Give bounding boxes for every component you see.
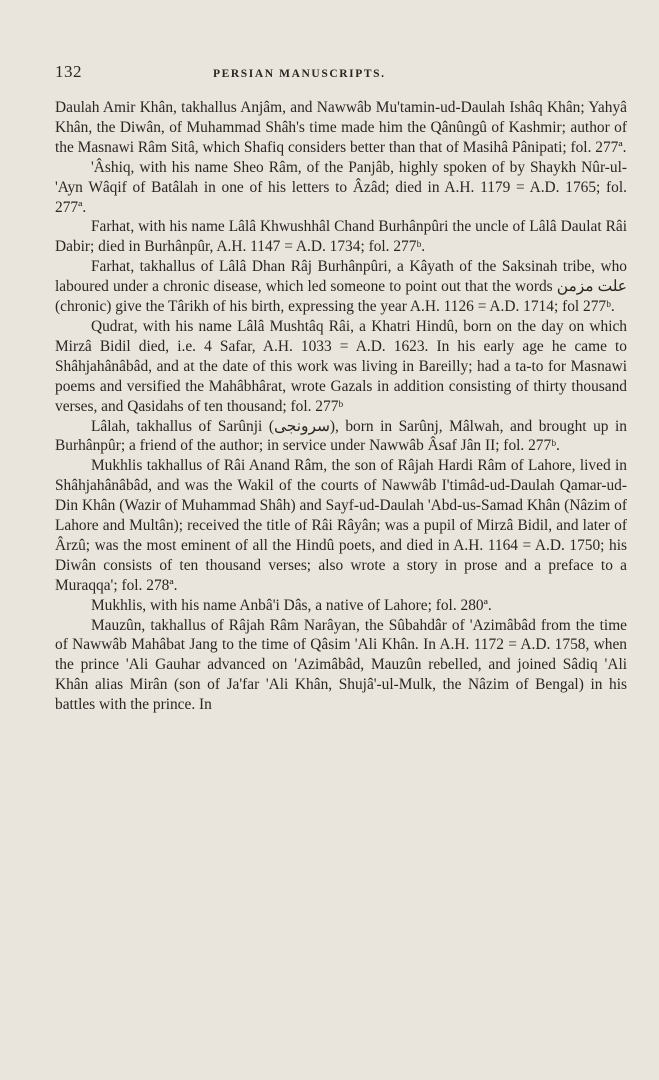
paragraph: 'Âshiq, with his name Sheo Râm, of the Panjâb, highly spoken of by Shaykh Nûr-ul-'Ayn Wâqif of Batâlah in one of his letters to Âzâd; died in A.H. 1179 = A.D. 1765; fol. 277ª.	[55, 158, 627, 216]
page-header	[55, 62, 627, 84]
paragraph: Farhat, takhallus of Lâlâ Dhan Râj Burhânpûri, a Kâyath of the Saksinah tribe, who laboured under a chronic disease, which led someone to point out that the words علت مزمن (chronic) give the Târikh of his birth, expressing the year A.H. 1126 = A.D. 1714; fol 277ᵇ.	[55, 258, 627, 316]
paragraph: Mauzûn, takhallus of Râjah Râm Narâyan, the Sûbahdâr of 'Azimâbâd from the time of Nawwâb Mahâbat Jang to the time of Qâsim 'Ali Khân. In A.H. 1172 = A.D. 1758, when the prince 'Ali Gauhar advanced on 'Azimâbâd, Mauzûn rebelled, and joined Sâdiq 'Ali Khân alias Mirân (son of Ja'far 'Ali Khân, Shujâ'-ul-Mulk, the Nâzim of Bengal) in his battles with the prince. In	[55, 616, 627, 714]
running-head: PERSIAN MANUSCRIPTS.	[213, 68, 386, 80]
paragraph: Daulah Amir Khân, takhallus Anjâm, and Nawwâb Mu'tamin-ud-Daulah Ishâq Khân; Yahyâ Khân, the Diwân, of Muhammad Shâh's time made him the Qânûngû of Kashmir; author of the Masnawi Râm Sitâ, which Shafiq considers better than that of Masihâ Pânipati; fol. 277ª.	[55, 99, 627, 156]
paragraph: Lâlah, takhallus of Sarûnji (سرونجی), born in Sarûnj, Mâlwah, and brought up in Burhânpûr; a friend of the author; in service under Nawwâb Âsaf Jân II; fol. 277ᵇ.	[55, 417, 627, 455]
paragraph: Farhat, with his name Lâlâ Khwushhâl Chand Burhânpûri the uncle of Lâlâ Daulat Râi Dabir; died in Burhânpûr, A.H. 1147 = A.D. 1734; fol. 277ᵇ.	[55, 218, 627, 256]
paragraph: Mukhlis, with his name Anbâ'i Dâs, a native of Lahore; fol. 280ª.	[91, 596, 492, 614]
paragraph: Mukhlis takhallus of Râi Anand Râm, the son of Râjah Hardi Râm of Lahore, lived in Shâhjahânâbâd, and was the Wakil of the courts of Nawwâb I'timâd-ud-Daulah Qamar-ud-Din Khân (Wazir of Muhammad Shâh) and Sayf-ud-Daulah 'Abd-us-Samad Khân (Nâzim of Lahore and Multân); received the title of Râi Râyân; was a pupil of Mirzâ Bidil, and later of Ârzû; was the most eminent of all the Hindû poets, and died in A.H. 1164 = A.D. 1750; his Diwân consists of ten thousand verses; also wrote a story in prose and a preface to a Muraqqa'; fol. 278ª.	[55, 457, 627, 594]
page-number: 132	[55, 62, 82, 81]
body-text	[55, 98, 627, 715]
paragraph: Qudrat, with his name Lâlâ Mushtâq Râi, a Khatri Hindû, born on the day on which Mirzâ Bidil died, i.e. 4 Safar, A.H. 1033 = A.D. 1623. In his early age he came to Shâhjahânâbâd, and at the date of this work was living in Bareilly; had a ta-to for Masnawi poems and versified the Mahâbhârat, wrote Gazals in addition consisting of thirty thousand verses, and Qasidahs of ten thousand; fol. 277ᵇ	[55, 317, 627, 415]
